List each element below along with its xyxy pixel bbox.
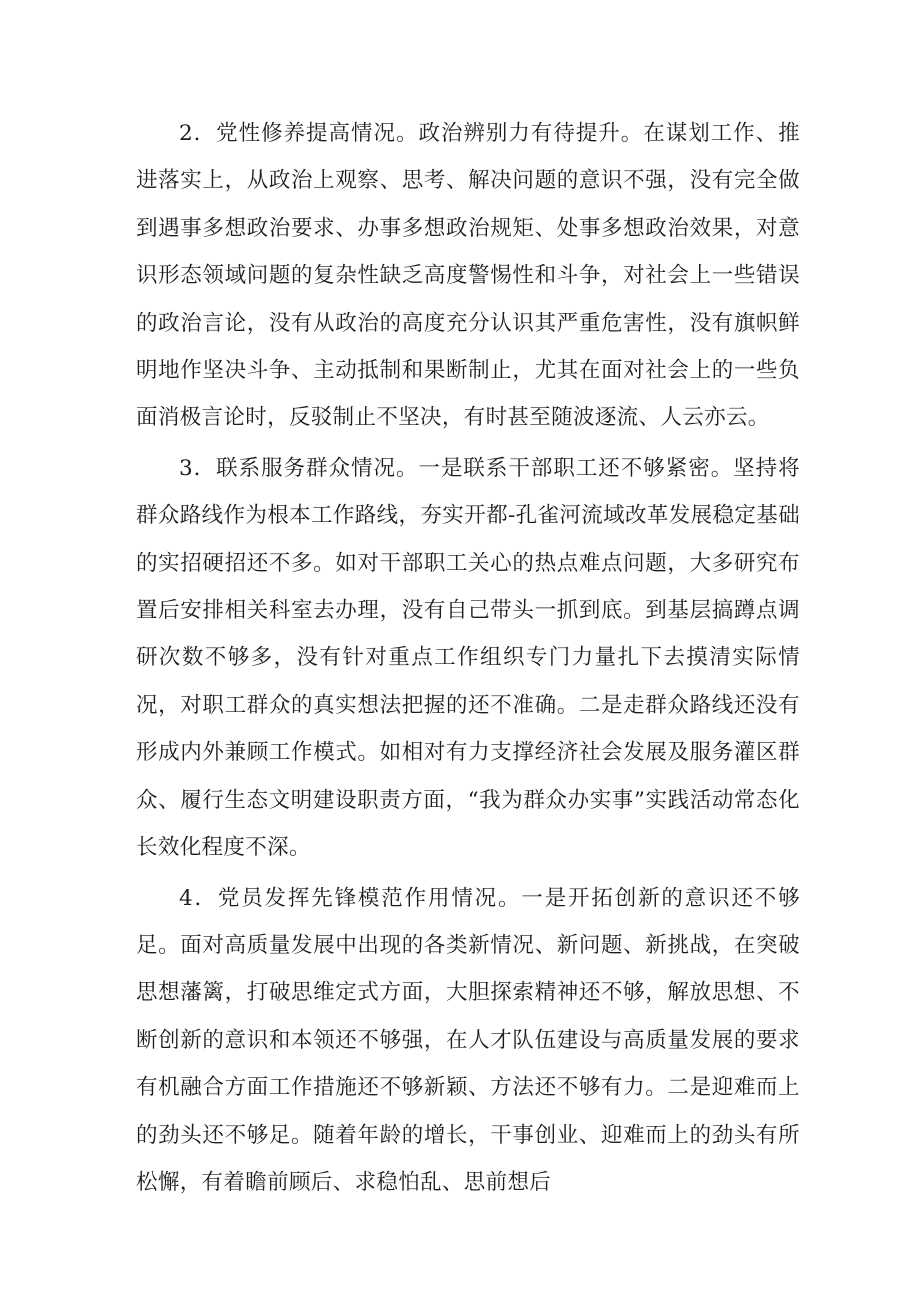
paragraph-vanguard-role: 4．党员发挥先锋模范作用情况。一是开拓创新的意识还不够足。面对高质量发展中出现的各类新情况、新问题、新挑战，在突破思想藩篱，打破思维定式方面，大胆探索精神还不够，解放思想、不断创新的意识和本领还不够强，在人才队伍建设与高质量发展的要求有机融合方面工作措施还不够新颖、方法还不够有力。二是迎难而上的劲头还不够足。随着年龄的增长，干事创业、迎难而上的劲头有所松懈，有着瞻前顾后、求稳怕乱、思前想后 [136, 885, 800, 1195]
paragraph-serving-masses: 3．联系服务群众情况。一是联系干部职工还不够紧密。坚持将群众路线作为根本工作路线，夯实开都-孔雀河流域改革发展稳定基础的实招硬招还不多。如对干部职工关心的热点难点问题，大多研究布置后安排相关科室去办理，没有自己带头一抓到底。到基层搞蹲点调研次数不够多，没有针对重点工作组织专门力量扎下去摸清实际情况，对职工群众的真实想法把握的还不准确。二是走群众路线还没有形成内外兼顾工作模式。如相对有力支撑经济社会发展及服务灌区群众、履行生态文明建设职责方面，“我为群众办实事”实践活动常态化长效化程度不深。 [136, 455, 800, 861]
document-body [136, 110, 800, 1209]
paragraph-party-spirit: 2．党性修养提高情况。政治辨别力有待提升。在谋划工作、推进落实上，从政治上观察、思考、解决问题的意识不强，没有完全做到遇事多想政治要求、办事多想政治规矩、处事多想政治效果，对意识形态领域问题的复杂性缺乏高度警惕性和斗争，对社会上一些错误的政治言论，没有从政治的高度充分认识其严重危害性，没有旗帜鲜明地作坚决斗争、主动抵制和果断制止，尤其在面对社会上的一些负面消极言论时，反驳制止不坚决，有时甚至随波逐流、人云亦云。 [136, 121, 800, 431]
